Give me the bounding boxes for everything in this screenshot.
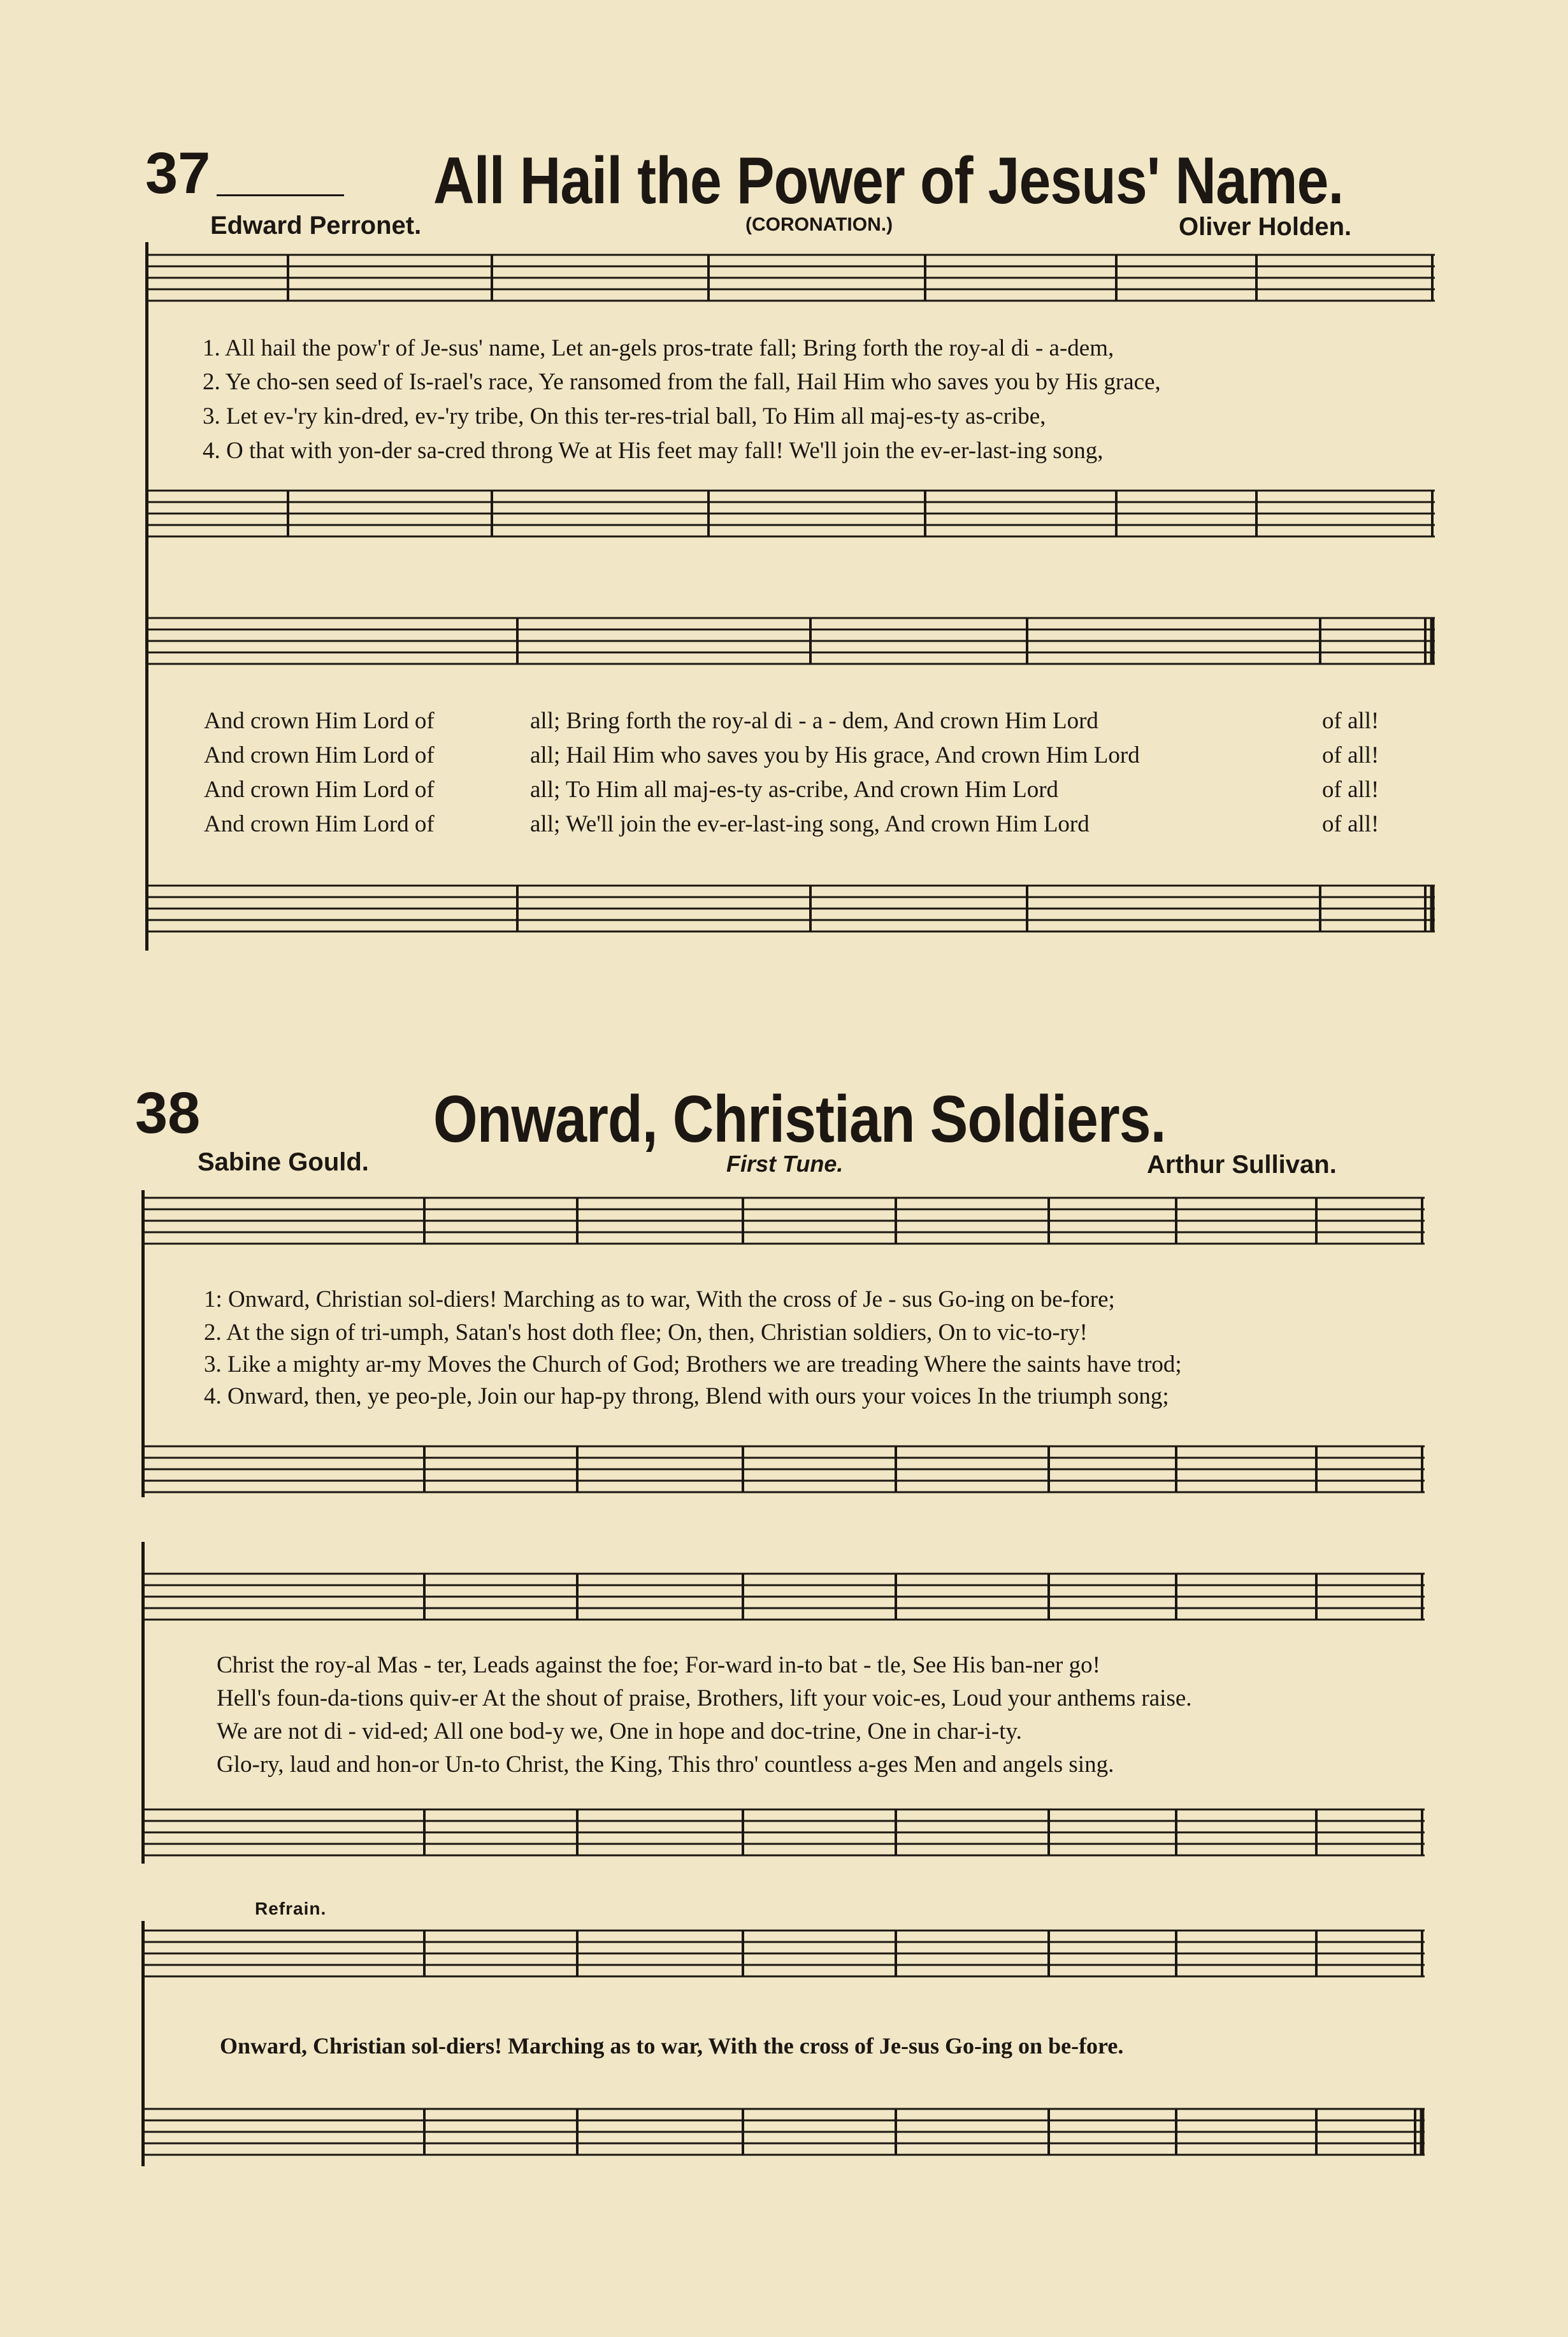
hymn-37-tune: (CORONATION.): [745, 214, 893, 235]
hymn-37-refrain-a-3: And crown Him Lord of: [204, 777, 435, 803]
hymn-38-verse-1: 1: Onward, Christian sol-diers! Marching as to war, With the cross of Je - sus Go-ing on be-fore;: [204, 1286, 1115, 1312]
hymn-37-refrain-a-2: And crown Him Lord of: [204, 742, 435, 768]
hymn-37-refrain-b-4: all; We'll join the ev-er-last-ing song, And crown Him Lord: [530, 811, 1090, 837]
hymn-38-verse-3: 3. Like a mighty ar-my Moves the Church of God; Brothers we are treading Where the saints have trod;: [204, 1351, 1182, 1377]
hymn-37-refrain-a-1: And crown Him Lord of: [204, 708, 435, 734]
hymn-37-author: Edward Perronet.: [210, 212, 422, 240]
hymn-37-refrain-c-3: of all!: [1322, 777, 1379, 803]
hymn-37-verse-4: 4. O that with yon-der sa-cred throng We at His feet may fall! We'll join the ev-er-last-ing song,: [203, 438, 1104, 464]
hymn-38-refrain-text: Onward, Christian sol-diers! Marching as to war, With the cross of Je-sus Go-ing on be-fore.: [220, 2033, 1124, 2059]
hymn-38-bass-staff-1: [144, 1440, 1425, 1497]
hymn-38-verse-4: 4. Onward, then, ye peo-ple, Join our hap-py throng, Blend with ours your voices In the triumph song;: [204, 1383, 1169, 1409]
hymn-38-verse-1-continuation: Christ the roy-al Mas - ter, Leads against the foe; For-ward in-to bat - tle, See His ban-ner go!: [217, 1652, 1100, 1678]
hymn-37-composer: Oliver Holden.: [1179, 213, 1352, 241]
hymn-38-verse-2: 2. At the sign of tri-umph, Satan's host doth flee; On, then, Christian soldiers, On to vic-to-ry!: [204, 1320, 1088, 1346]
hymn-37-verse-1: 1. All hail the pow'r of Je-sus' name, Let an-gels pros-trate fall; Bring forth the roy-al di - a-dem,: [203, 335, 1114, 361]
hymn-37-treble-staff-1: [148, 248, 1435, 306]
hymn-37-refrain-c-2: of all!: [1322, 742, 1379, 768]
hymn-37-refrain-a-4: And crown Him Lord of: [204, 811, 435, 837]
hymn-37-bass-staff-1: [148, 484, 1435, 542]
hymn-38-composer: Arthur Sullivan.: [1147, 1151, 1337, 1179]
hymn-37-verse-2: 2. Ye cho-sen seed of Is-rael's race, Ye ransomed from the fall, Hail Him who saves you by His grace,: [203, 369, 1161, 395]
refrain-label: Refrain.: [255, 1899, 327, 1918]
hymn-38-tune: First Tune.: [726, 1151, 844, 1177]
hymn-38-refrain-bass-staff: [144, 2103, 1425, 2160]
hymn-38-verse-2-continuation: Hell's foun-da-tions quiv-er At the shout of praise, Brothers, lift your voic-es, Loud your anthems raise.: [217, 1685, 1192, 1711]
hymn-37-verse-3: 3. Let ev-'ry kin-dred, ev-'ry tribe, On this ter-res-trial ball, To Him all maj-es-ty as-cribe,: [203, 403, 1046, 429]
hymn-38-treble-staff-1: [144, 1191, 1425, 1249]
hymn-38-author: Sabine Gould.: [198, 1148, 369, 1176]
hymn-38-number: 38: [135, 1081, 201, 1146]
hymn-37-refrain-c-1: of all!: [1322, 708, 1379, 734]
hymn-38-refrain-treble-staff: [144, 1924, 1425, 1981]
hymn-38-verse-4-continuation: Glo-ry, laud and hon-or Un-to Christ, the King, This thro' countless a-ges Men and angels sing.: [217, 1751, 1114, 1778]
hymn-38-verse-3-continuation: We are not di - vid-ed; All one bod-y we, One in hope and doc-trine, One in char-i-ty.: [217, 1718, 1022, 1744]
hymn-37-treble-staff-2: [148, 612, 1435, 669]
hymn-37-number: 37: [145, 141, 211, 206]
hymn-37-title: All Hail the Power of Jesus' Name.: [433, 144, 1344, 218]
title-leader-line: [217, 194, 344, 196]
hymn-37-refrain-b-2: all; Hail Him who saves you by His grace, And crown Him Lord: [530, 742, 1140, 768]
system-brace: [145, 242, 148, 951]
hymn-38-treble-staff-2: [144, 1567, 1425, 1625]
hymn-38-title: Onward, Christian Soldiers.: [433, 1082, 1166, 1156]
hymn-37-refrain-c-4: of all!: [1322, 811, 1379, 837]
hymn-37-refrain-b-3: all; To Him all maj-es-ty as-cribe, And crown Him Lord: [530, 777, 1059, 803]
hymn-38-bass-staff-2: [144, 1803, 1425, 1860]
hymn-37-refrain-b-1: all; Bring forth the roy-al di - a - dem, And crown Him Lord: [530, 708, 1098, 734]
hymn-37-bass-staff-2: [148, 879, 1435, 937]
